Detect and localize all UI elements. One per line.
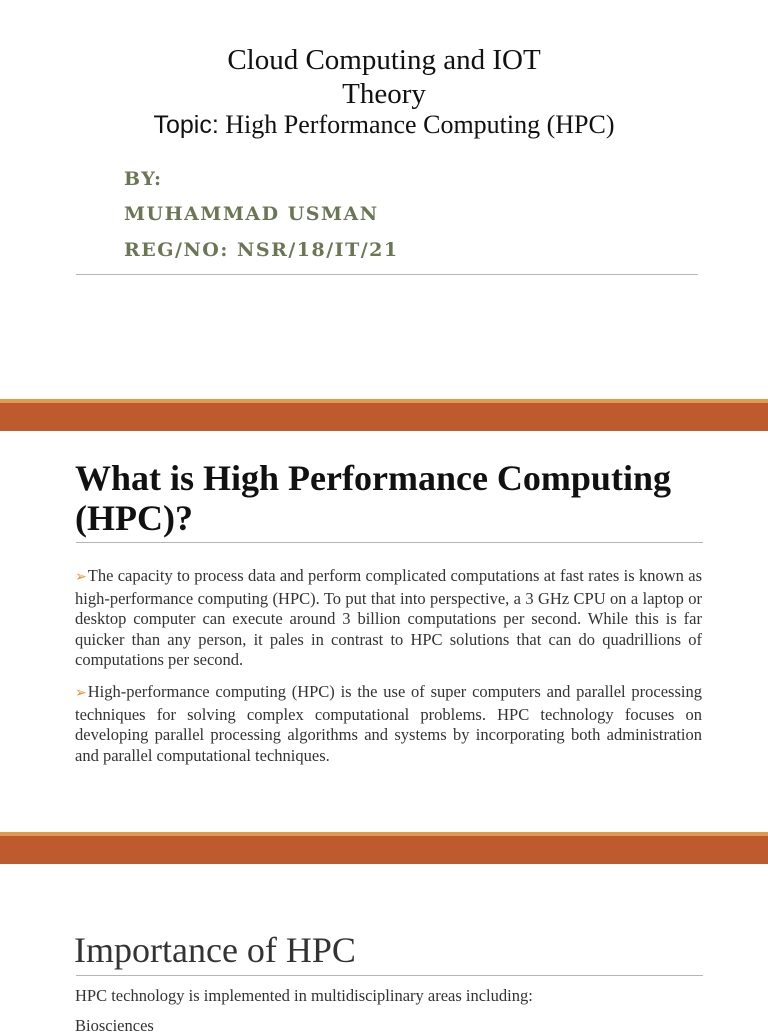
registration-number: REG/NO: NSR/18/IT/21 bbox=[124, 239, 399, 261]
slide2-heading: What is High Performance Computing (HPC)? bbox=[75, 458, 671, 538]
heading-divider bbox=[76, 542, 703, 543]
topic-line bbox=[0, 110, 768, 140]
arrow-bullet-icon: ➢ bbox=[75, 570, 87, 585]
author-name: MUHAMMAD USMAN bbox=[124, 203, 379, 225]
topic-label: Topic: bbox=[153, 111, 219, 139]
by-label: BY: bbox=[124, 168, 163, 190]
course-title: Cloud Computing and IOT bbox=[227, 44, 541, 76]
list-item: Biosciences bbox=[75, 1016, 154, 1035]
heading-divider bbox=[76, 975, 703, 976]
separator-bar bbox=[0, 403, 768, 431]
course-title-line2: Theory bbox=[342, 78, 426, 110]
slide-separator bbox=[0, 399, 768, 432]
arrow-bullet-icon: ➢ bbox=[75, 686, 87, 701]
slide3-heading: Importance of HPC bbox=[74, 930, 356, 970]
bullet-paragraph bbox=[75, 566, 702, 671]
slide-separator bbox=[0, 832, 768, 865]
separator-bar bbox=[0, 836, 768, 864]
intro-text: HPC technology is implemented in multidisciplinary areas including: bbox=[75, 986, 533, 1005]
bullet-text: The capacity to process data and perform complicated computations at fast rates is known as high-performance computing (HPC). To put that into perspective, a 3 GHz CPU on a laptop or desktop computer can execute around 3 billion computations per second. While this is far quicker than any person, it pales in contrast to HPC solutions that can do quadrillions of computations per second. bbox=[75, 566, 702, 669]
slide-title bbox=[0, 0, 768, 398]
title-divider bbox=[76, 274, 698, 275]
bullet-text: High-performance computing (HPC) is the use of super computers and parallel processing techniques for solving complex computational problems. HPC technology focuses on developing parallel processing algorithms and systems by incorporating both administration and parallel computational techniques. bbox=[75, 682, 702, 765]
topic-text: High Performance Computing (HPC) bbox=[225, 110, 615, 139]
bullet-paragraph bbox=[75, 682, 702, 766]
